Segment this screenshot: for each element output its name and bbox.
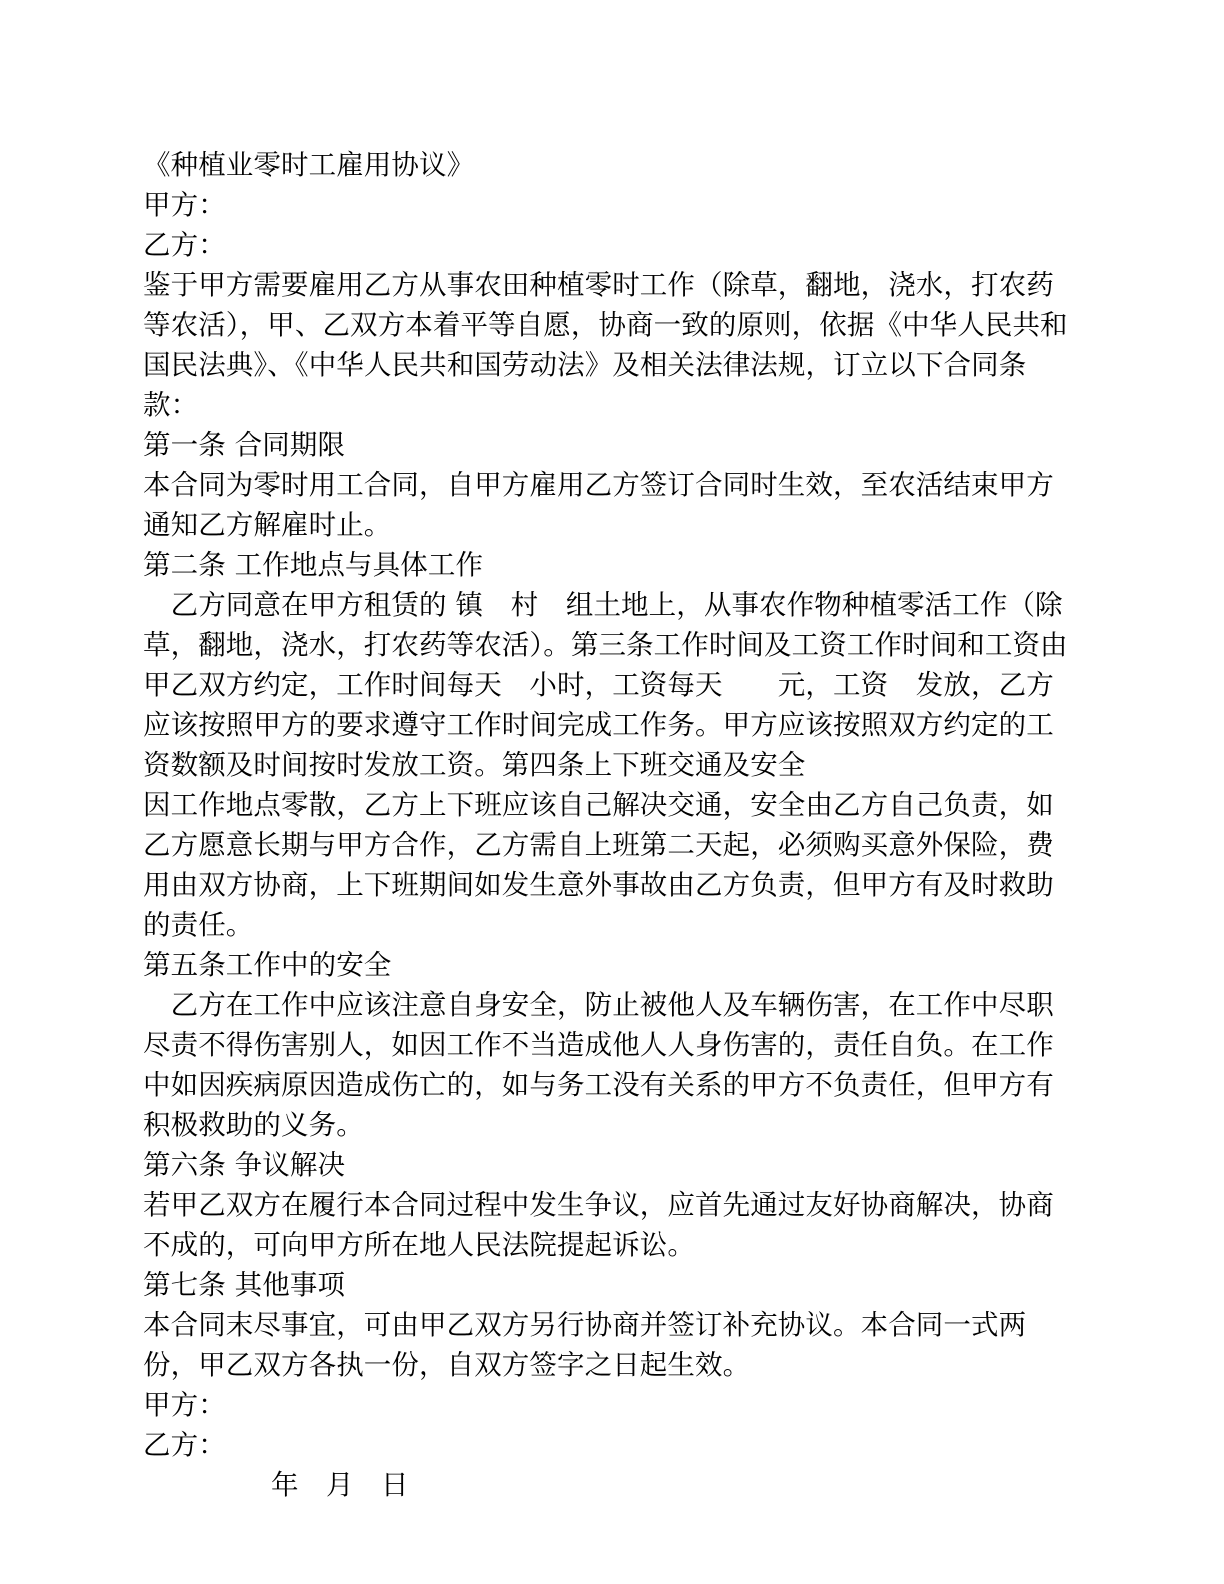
article-5-heading: 第五条工作中的安全 [143, 949, 392, 981]
article-6-heading: 第六条 争议解决 [143, 1149, 346, 1181]
preamble-paragraph: 鉴于甲方需要雇用乙方从事农田种植零时工作（除草，翻地，浇水，打农药等农活），甲、乙双方本着平等自愿，协商一致的原则，依据《中华人民共和国民法典》、《中华人民共和国劳动法》及相关法律法规，订立以下合同条款： [143, 269, 1068, 421]
document-title: 《种植业零时工雇用协议》 [143, 149, 475, 181]
article-4-body: 因工作地点零散，乙方上下班应该自己解决交通，安全由乙方自己负责，如乙方愿意长期与甲方合作，乙方需自上班第二天起，必须购买意外保险，费用由双方协商，上下班期间如发生意外事故由乙方负责，但甲方有及时救助的责任。 [143, 789, 1054, 941]
article-6-body: 若甲乙双方在履行本合同过程中发生争议，应首先通过友好协商解决，协商不成的，可向甲方所在地人民法院提起诉讼。 [143, 1189, 1054, 1261]
article-2-body: 乙方同意在甲方租赁的 镇 村 组土地上，从事农作物种植零活工作（除草，翻地，浇水，打农药等农活）。第三条工作时间及工资工作时间和工资由甲乙双方约定，工作时间每天 小时，工资每天 元，工资 发放，乙方应该按照甲方的要求遵守工作时间完成工作务。甲方应该按照双方约定的工资数额及时间按时发放工资。第四条上下班交通及安全 [143, 589, 1068, 781]
article-1-heading: 第一条 合同期限 [143, 429, 346, 461]
article-7-heading: 第七条 其他事项 [143, 1269, 346, 1301]
article-5-body: 乙方在工作中应该注意自身安全，防止被他人及车辆伤害，在工作中尽职尽责不得伤害别人，如因工作不当造成他人人身伤害的，责任自负。在工作中如因疾病原因造成伤亡的，如与务工没有关系的甲方不负责任，但甲方有积极救助的义务。 [143, 989, 1054, 1141]
party-b-label-top: 乙方： [143, 229, 226, 261]
party-b-signature-label: 乙方： [143, 1429, 226, 1461]
article-1-body: 本合同为零时用工合同，自甲方雇用乙方签订合同时生效，至农活结束甲方通知乙方解雇时止。 [143, 469, 1054, 541]
party-a-signature-label: 甲方： [143, 1389, 226, 1421]
document-body [143, 145, 1078, 1505]
article-7-body: 本合同末尽事宜，可由甲乙双方另行协商并签订补充协议。本合同一式两份，甲乙双方各执一份，自双方签字之日起生效。 [143, 1309, 1027, 1381]
date-signature-line: 年 月 日 [271, 1469, 409, 1501]
article-2-heading: 第二条 工作地点与具体工作 [143, 549, 484, 581]
party-a-label-top: 甲方： [143, 189, 226, 221]
